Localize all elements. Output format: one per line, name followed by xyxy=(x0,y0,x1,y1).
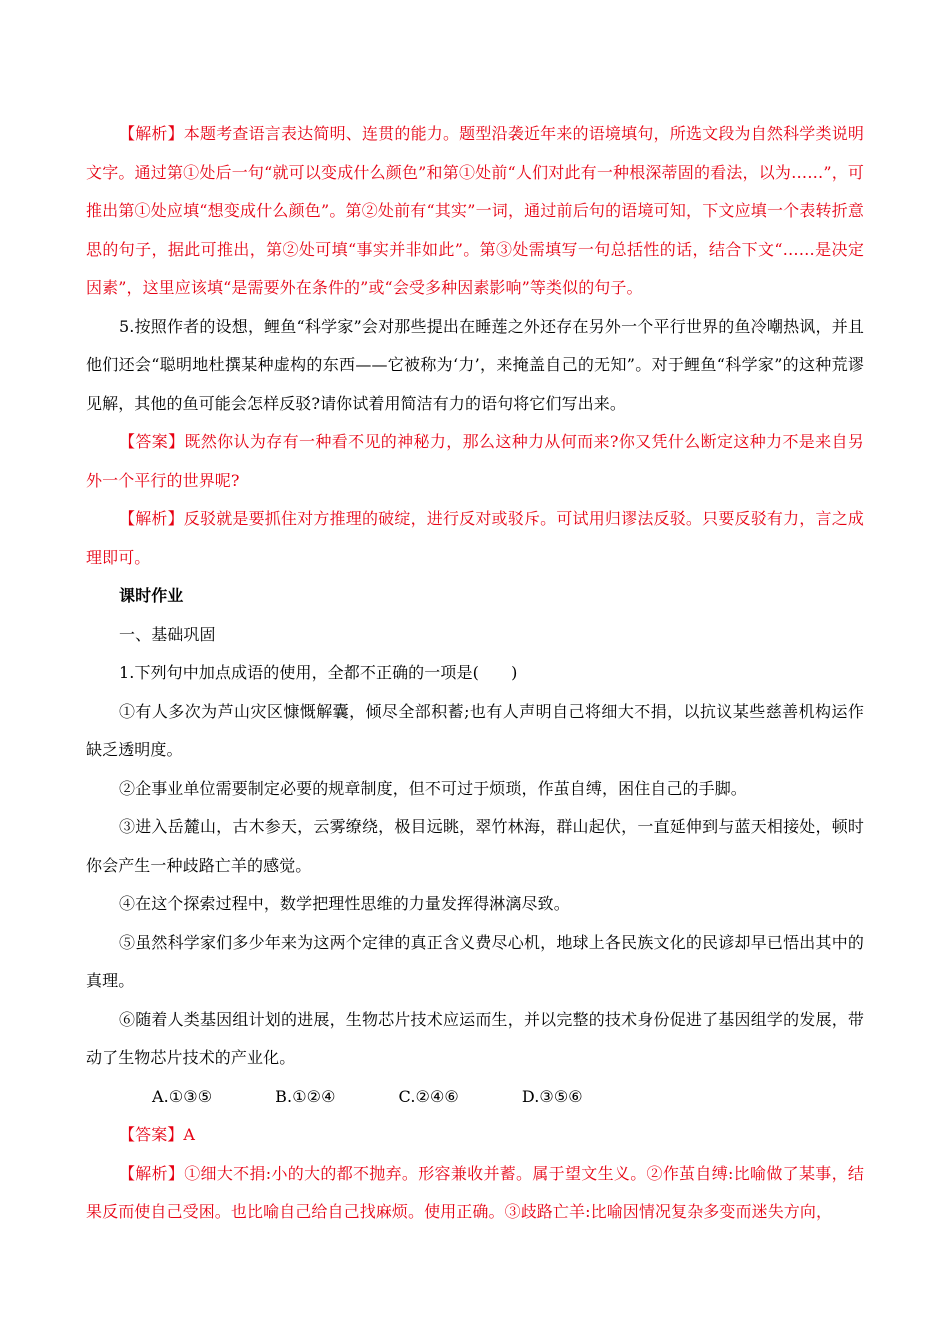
analysis-text: ①细大不捐:小的大的都不抛弃。形容兼收并蓄。属于望文生义。②作茧自缚:比喻做了某事，结果反而使自己受困。也比喻自己给自己找麻烦。使用正确。③歧路亡羊:比喻因情况复杂多变而迷失方向， xyxy=(86,1163,864,1221)
question-1-item: ②企事业单位需要制定必要的规章制度，但不可过于烦琐，作茧自缚，困住自己的手脚。 xyxy=(119,778,747,798)
subsection-title: 一、基础巩固 xyxy=(119,624,216,644)
question-1-item: ①有人多次为芦山灾区慷慨解囊，倾尽全部积蓄;也有人声明自己将细大不捐，以抗议某些慈善机构运作缺乏透明度。 xyxy=(86,701,864,759)
question-1-choices xyxy=(86,1078,864,1117)
choice-d: D.③⑤⑥ xyxy=(521,1086,583,1106)
question-1-item: ③进入岳麓山，古木参天，云雾缭绕，极目远眺，翠竹林海，群山起伏，一直延伸到与蓝天相接处，顿时你会产生一种歧路亡羊的感觉。 xyxy=(86,817,864,875)
analysis-tag: 【解析】 xyxy=(119,1163,185,1183)
section-title: 课时作业 xyxy=(119,586,184,605)
question-5-text: 5.按照作者的设想，鲤鱼“科学家”会对那些提出在睡莲之外还存在另外一个平行世界的鱼冷嘲热讽，并且他们还会“聪明地杜撰某种虚构的东西——它被称为‘力’，来掩盖自己的无知”。对于鲤鱼“科学家”的这种荒谬见解，其他的鱼可能会怎样反驳?请你试着用简洁有力的语句将它们写出来。 xyxy=(86,316,864,413)
choice-c: C.②④⑥ xyxy=(398,1086,459,1106)
question-1-stem: 1.下列句中加点成语的使用，全都不正确的一项是( ) xyxy=(119,663,518,682)
answer-5 xyxy=(86,423,864,500)
answer-1 xyxy=(86,1116,864,1155)
question-1-item: ⑥随着人类基因组计划的进展，生物芯片技术应运而生，并以完整的技术身份促进了基因组学的发展，带动了生物芯片技术的产业化。 xyxy=(86,1009,864,1067)
choice-a: A.①③⑤ xyxy=(152,1086,213,1106)
answer-text: 既然你认为存有一种看不见的神秘力，那么这种力从何而来?你又凭什么断定这种力不是来自另外一个平行的世界呢? xyxy=(86,432,864,490)
choice-b: B.①②④ xyxy=(275,1086,336,1106)
analysis-tag: 【解析】 xyxy=(119,509,184,528)
answer-text: A xyxy=(183,1125,196,1144)
analysis-paragraph-1 xyxy=(86,115,864,308)
analysis-1 xyxy=(86,1155,864,1232)
question-1-item: ⑤虽然科学家们多少年来为这两个定律的真正含义费尽心机，地球上各民族文化的民谚却早已悟出其中的真理。 xyxy=(86,932,864,990)
document-content xyxy=(86,115,864,1232)
answer-tag: 【答案】 xyxy=(119,1125,184,1144)
analysis-5 xyxy=(86,500,864,577)
question-5 xyxy=(86,308,864,424)
analysis-tag: 【解析】 xyxy=(119,124,184,143)
question-1-item: ④在这个探索过程中，数学把理性思维的力量发挥得淋漓尽致。 xyxy=(119,894,570,913)
answer-tag: 【答案】 xyxy=(119,432,185,451)
analysis-text: 本题考查语言表达简明、连贯的能力。题型沿袭近年来的语境填句，所选文段为自然科学类说明文字。通过第①处后一句“就可以变成什么颜色”和第①处前“人们对此有一种根深蒂固的看法，以为……”，可推出第①处应填“想变成什么颜色”。第②处前有“其实”一词，通过前后句的语境可知，下文应填一个表转折意思的句子，据此可推出，第②处可填“事实并非如此”。第③处需填写一句总括性的话，结合下文“……是决定因素”，这里应该填“是需要外在条件的”或“会受多种因素影响”等类似的句子。 xyxy=(86,124,864,297)
analysis-text: 反驳就是要抓住对方推理的破绽，进行反对或驳斥。可试用归谬法反驳。只要反驳有力，言之成理即可。 xyxy=(86,509,864,567)
